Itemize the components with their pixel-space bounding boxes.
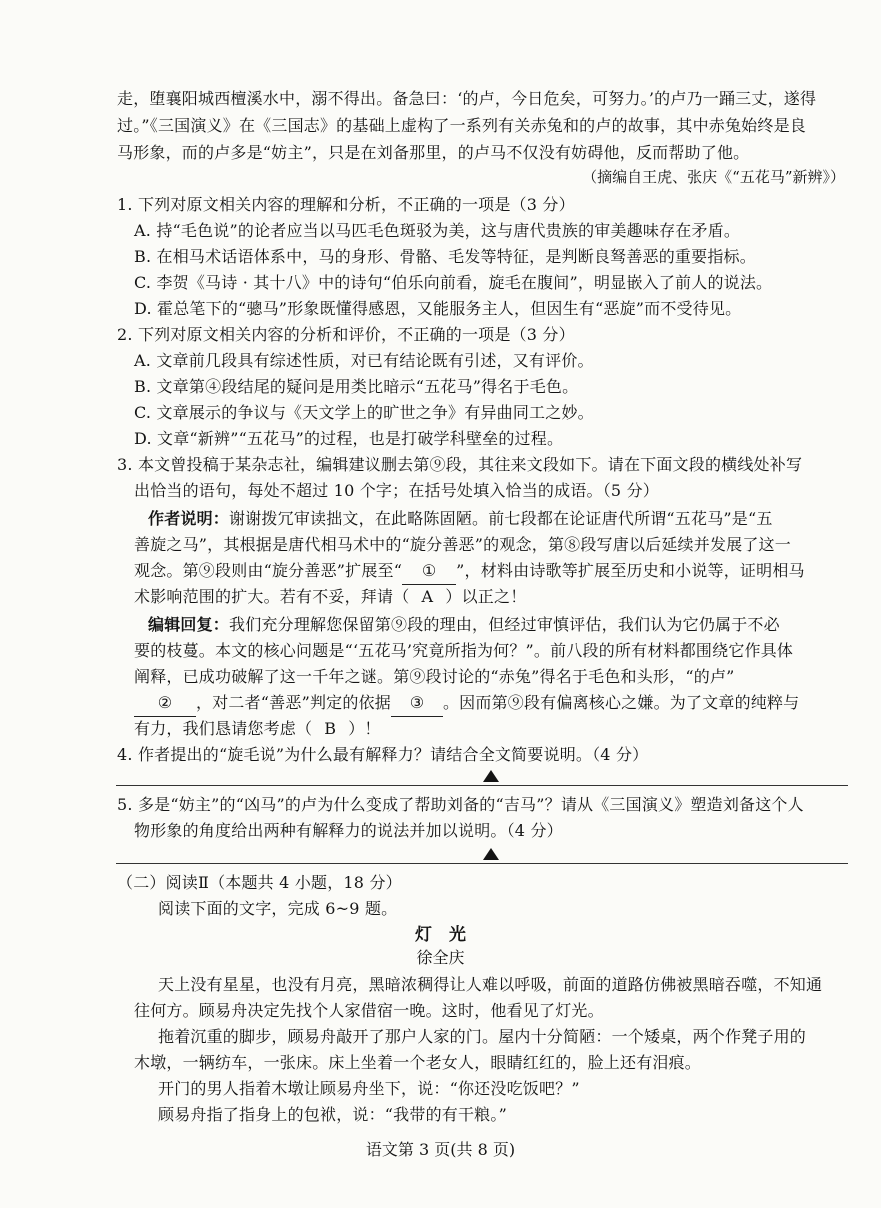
author-note-line: 观念。第⑨段则由“旋分善恶”扩展至“ ① ”，材料由诗歌等扩展至历史和小说等，证明相马 [134, 558, 805, 585]
editor-reply-line: ② ，对二者“善恶”判定的依据 ③ 。因而第⑨段有偏离核心之嫌。为了文章的纯粹与 [134, 690, 799, 717]
story-author: 徐全庆 [416, 948, 465, 967]
editor-reply-line: 要的枝蔓。本文的核心问题是“‘五花马’究竟所指为何？”。前八段的所有材料都围绕它作具体 [134, 641, 794, 660]
editor-reply-line: 编辑回复：我们充分理解您保留第⑨段的理由，但经过审慎评估，我们认为它仍属于不必 [148, 615, 780, 634]
editor-reply-line: 有力，我们恳请您考虑（ B ）！ [134, 716, 381, 742]
triangle-icon [483, 848, 499, 860]
question-2-option-b: B. 文章第④段结尾的疑问是用类比暗示“五花马”得名于毛色。 [134, 377, 579, 396]
question-2-stem: 2. 下列对原文相关内容的分析和评价，不正确的一项是（3 分） [117, 325, 575, 344]
answer-blank-3[interactable]: ③ [391, 690, 443, 717]
question-5-stem: 5. 多是“妨主”的“凶马”的卢为什么变成了帮助刘备的“吉马”？请从《三国演义》塑造刘备这个人 [117, 795, 804, 814]
story-title: 灯 光 [415, 925, 466, 945]
question-1-option-a: A. 持“毛色说”的论者应当以马匹毛色斑驳为美，这与唐代贵族的审美趣味存在矛盾。 [134, 221, 741, 240]
passage-line: 走，堕襄阳城西檀溪水中，溺不得出。备急曰：‘的卢，今日危矣，可努力。’的卢乃一踊三丈，遂得 [117, 89, 817, 108]
answer-line[interactable] [116, 785, 848, 786]
author-note-label: 作者说明： [148, 509, 230, 528]
answer-line[interactable] [116, 863, 848, 864]
passage-line: 过。”《三国演义》在《三国志》的基础上虚构了一系列有关赤兔和的卢的故事，其中赤兔始终是良 [117, 116, 806, 135]
question-3-stem: 出恰当的语句，每处不超过 10 个字；在括号处填入恰当的成语。（5 分） [134, 481, 659, 500]
question-4-stem: 4. 作者提出的“旋毛说”为什么最有解释力？请结合全文简要说明。（4 分） [117, 745, 649, 764]
editor-reply-label: 编辑回复： [148, 615, 230, 634]
question-1-stem: 1. 下列对原文相关内容的理解和分析，不正确的一项是（3 分） [117, 195, 575, 214]
question-2-option-d: D. 文章“新辨”“五花马”的过程，也是打破学科壁垒的过程。 [134, 429, 564, 448]
story-paragraph-line: 拖着沉重的脚步，顾易舟敲开了那户人家的门。屋内十分简陋：一个矮桌，两个作凳子用的 [158, 1027, 807, 1046]
answer-paren-1[interactable]: A [421, 587, 434, 606]
question-1-option-d: D. 霍总笔下的“骢马”形象既懂得感恩，又能服务主人，但因生有“恶旋”而不受待见。 [134, 299, 742, 318]
question-3-stem: 3. 本文曾投稿于某杂志社，编辑建议删去第⑨段，其往来文段如下。请在下面文段的横线处补写 [117, 455, 803, 474]
question-2-option-c: C. 文章展示的争议与《天文学上的旷世之争》有异曲同工之妙。 [134, 403, 594, 422]
answer-blank-2[interactable]: ② [134, 690, 196, 717]
author-note-line: 善旋之马”，其根据是唐代相马术中的“旋分善恶”的观念，第⑧段写唐以后延续并发展了这一 [134, 535, 791, 554]
question-1-option-c: C. 李贺《马诗 · 其十八》中的诗句“伯乐向前看，旋毛在腹间”，明显嵌入了前人的说法。 [134, 273, 773, 292]
story-paragraph-line: 木墩，一辆纺车，一张床。床上坐着一个老女人，眼睛红红的，脸上还有泪痕。 [134, 1053, 702, 1072]
question-2-option-a: A. 文章前几段具有综述性质，对已有结论既有引述，又有评价。 [134, 351, 594, 370]
author-note-line: 作者说明：谢谢拨冗审读拙文，在此略陈固陋。前七段都在论证唐代所谓“五花马”是“五 [148, 509, 773, 528]
answer-blank-1[interactable]: ① [402, 558, 456, 585]
passage-line: 马形象，而的卢多是“妨主”，只是在刘备那里，的卢马不仅没有妨碍他，反而帮助了他。 [117, 143, 750, 162]
passage-source: （摘编自王虎、张庆《“五花马”新辨》） [582, 168, 845, 186]
question-5-stem: 物形象的角度给出两种有解释力的说法并加以说明。（4 分） [134, 821, 563, 840]
editor-reply-line: 阐释，已成功破解了这一千年之谜。第⑨段讨论的“赤兔”得名于毛色和头形，“的卢” [134, 667, 735, 686]
story-paragraph-line: 往何方。顾易舟决定先找个人家借宿一晚。这时，他看见了灯光。 [134, 1001, 604, 1020]
section-instruction: 阅读下面的文字，完成 6~9 题。 [158, 899, 398, 918]
story-paragraph-line: 开门的男人指着木墩让顾易舟坐下，说：“你还没吃饭吧？” [158, 1079, 580, 1098]
page-footer: 语文第 3 页(共 8 页) [365, 1140, 516, 1159]
section-heading: （二）阅读Ⅱ（本题共 4 小题，18 分） [117, 873, 402, 892]
story-paragraph-line: 顾易舟指了指身上的包袱，说：“我带的有干粮。” [158, 1105, 507, 1124]
answer-paren-2[interactable]: B [324, 719, 337, 738]
triangle-icon [483, 770, 499, 782]
story-paragraph-line: 天上没有星星，也没有月亮，黑暗浓稠得让人难以呼吸，前面的道路仿佛被黑暗吞噬，不知通 [158, 975, 823, 994]
author-note-line: 术影响范围的扩大。若有不妥，拜请（ A ）以正之！ [134, 584, 526, 610]
question-1-option-b: B. 在相马术话语体系中，马的身形、骨骼、毛发等特征，是判断良驽善恶的重要指标。 [134, 247, 756, 266]
